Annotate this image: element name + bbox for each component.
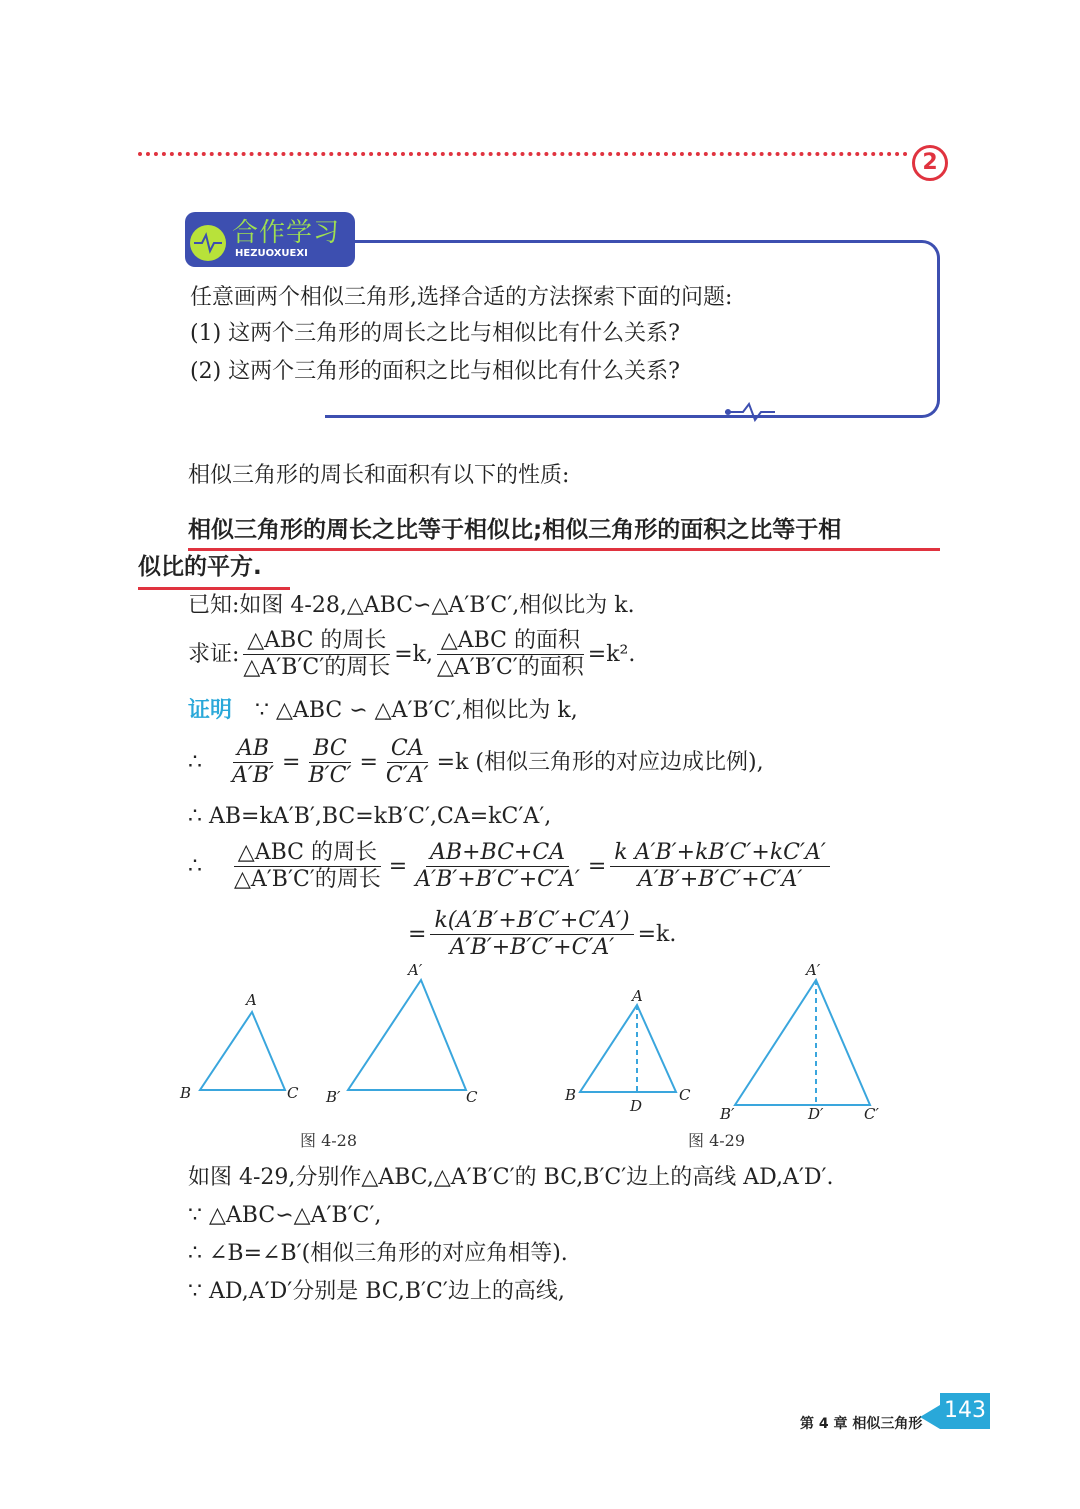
frac-num: AB [233, 738, 273, 763]
triangle-a2b2c2-428 [348, 980, 466, 1090]
frac-perimeter [230, 842, 385, 891]
pulse-icon [190, 225, 226, 261]
frac-ab [228, 738, 278, 787]
frac-den: A′B′+B′C′+C′A′ [637, 867, 803, 892]
frac-num: △ABC 的周长 [234, 842, 381, 867]
equals-sign: = [587, 853, 607, 879]
frac-num: △ABC 的面积 [437, 630, 584, 655]
text-because-similar: ∵ △ABC∽△A′B′C′, [188, 1203, 382, 1228]
frac-ksum [610, 842, 830, 891]
label-b: B [180, 1084, 192, 1102]
frac-num: AB+BC+CA [426, 842, 569, 867]
triangle-a2b2c2-429 [735, 980, 870, 1105]
label-a2: A′ [806, 961, 821, 979]
figure-caption-4-28: 图 4-28 [300, 1131, 358, 1150]
frac-den: △A′B′C′的周长 [234, 867, 381, 892]
text-altitude-statement: ∵ AD,A′D′分别是 BC,B′C′边上的高线, [188, 1279, 565, 1304]
frac-den: △A′B′C′的周长 [243, 655, 391, 680]
equals-sign: = [282, 749, 301, 775]
page-tab-arrow [920, 1405, 940, 1429]
frac-num: BC [309, 738, 350, 763]
proof-perimeter-line [188, 842, 830, 891]
footer-chapter: 第 4 章 相似三角形 [800, 1416, 923, 1432]
frac-bc [304, 738, 355, 787]
equals-sign: = [408, 921, 427, 947]
figures [170, 960, 930, 1150]
theorem-line-2: 似比的平方. [138, 548, 290, 590]
frac-num: CA [387, 738, 428, 763]
wave-icon [725, 402, 775, 422]
text-altitudes: 如图 4-29,分别作△ABC,△A′B′C′的 BC,B′C′边上的高线 AD,A′D′. [188, 1165, 834, 1190]
label-d: D [630, 1097, 643, 1115]
coop-intro: 任意画两个相似三角形,选择合适的方法探索下面的问题: [190, 285, 733, 310]
section-number-badge: 2 [912, 145, 948, 181]
coop-title: 合作学习 [232, 218, 341, 248]
given-statement: 已知:如图 4-28,△ABC∽△A′B′C′,相似比为 k. [188, 593, 635, 618]
frac-factored [430, 910, 633, 959]
frac-num: △ABC 的周长 [243, 630, 390, 655]
therefore-symbol: ∴ [188, 853, 202, 879]
proof-label: 证明 [188, 698, 233, 723]
label-b: B [565, 1086, 577, 1104]
prove-label: 求证: [188, 641, 240, 667]
prove-statement [188, 630, 635, 679]
label-a: A [632, 987, 643, 1005]
page-number: 143 [940, 1393, 990, 1429]
label-b2: B′ [720, 1105, 735, 1123]
label-c: C [679, 1086, 691, 1104]
frac-num: k A′B′+kB′C′+kC′A′ [610, 842, 830, 867]
triangle-abc-428 [200, 1012, 285, 1090]
frac-den: B′C′ [308, 763, 352, 788]
frac-den: A′B′ [232, 763, 275, 788]
final-tail: =k. [637, 921, 677, 947]
frac-sum [411, 842, 584, 891]
fraction-perimeter [239, 630, 394, 679]
label-b2: B′ [326, 1088, 341, 1106]
label-d2: D′ [808, 1105, 824, 1123]
frac-num: k(A′B′+B′C′+C′A′) [430, 910, 633, 935]
label-a: A [246, 991, 257, 1009]
proof-line-1 [188, 700, 578, 722]
proof-because: ∵ △ABC ∽ △A′B′C′,相似比为 k, [255, 698, 578, 723]
proof-final-line [408, 910, 676, 959]
equals-sign: = [359, 749, 378, 775]
eq-k: =k, [394, 641, 433, 667]
figure-caption-4-29: 图 4-29 [688, 1131, 746, 1150]
coop-question-2: (2) 这两个三角形的面积之比与相似比有什么关系? [190, 359, 680, 384]
fraction-area [433, 630, 588, 679]
dotted-divider [138, 152, 908, 156]
label-c: C [287, 1084, 299, 1102]
frac-ca [382, 738, 433, 787]
coop-subtitle: HEZUOXUEXI [235, 248, 308, 259]
theorem-line-1: 相似三角形的周长之比等于相似比;相似三角形的面积之比等于相 [188, 511, 940, 551]
eq-k2: =k². [587, 641, 636, 667]
therefore-symbol: ∴ [188, 749, 202, 775]
label-c2: C [466, 1088, 478, 1106]
frac-den: A′B′+B′C′+C′A′ [415, 867, 580, 892]
triangle-abc-429 [580, 1005, 676, 1092]
ratio-tail: =k (相似三角形的对应边成比例), [436, 749, 764, 775]
coop-question-1: (1) 这两个三角形的周长之比与相似比有什么关系? [190, 321, 680, 346]
frac-den: A′B′+B′C′+C′A′ [449, 935, 615, 960]
text-angle-equal: ∴ ∠B=∠B′(相似三角形的对应角相等). [188, 1241, 568, 1266]
label-c2: C′ [864, 1105, 879, 1123]
property-intro: 相似三角形的周长和面积有以下的性质: [188, 463, 570, 488]
frac-den: △A′B′C′的面积 [436, 655, 584, 680]
proof-line-3: ∴ AB=kA′B′,BC=kB′C′,CA=kC′A′, [188, 804, 552, 829]
frac-den: C′A′ [385, 763, 429, 788]
equals-sign: = [388, 853, 408, 879]
proof-ratio-line [188, 738, 764, 787]
label-a2: A′ [408, 961, 423, 979]
